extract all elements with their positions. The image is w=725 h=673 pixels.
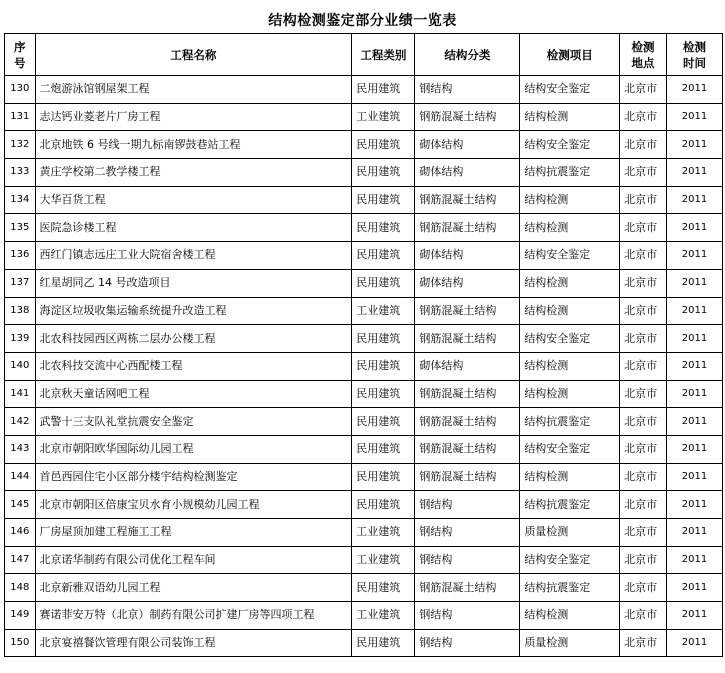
cell-year: 2011 <box>666 76 722 104</box>
cell-location: 北京市 <box>620 352 667 380</box>
cell-item: 结构安全鉴定 <box>520 76 620 104</box>
cell-type: 工业建筑 <box>352 103 415 131</box>
cell-location: 北京市 <box>620 76 667 104</box>
cell-year: 2011 <box>666 131 722 159</box>
cell-structure: 砌体结构 <box>415 352 520 380</box>
cell-name: 二炮游泳馆钢屋架工程 <box>35 76 352 104</box>
header-name: 工程名称 <box>35 34 352 76</box>
cell-name: 武警十三支队礼堂抗震安全鉴定 <box>35 408 352 436</box>
cell-item: 结构检测 <box>520 186 620 214</box>
cell-year: 2011 <box>666 297 722 325</box>
table-row <box>5 380 723 408</box>
cell-location: 北京市 <box>620 131 667 159</box>
header-structure: 结构分类 <box>415 34 520 76</box>
cell-type: 民用建筑 <box>352 574 415 602</box>
cell-structure: 钢筋混凝土结构 <box>415 574 520 602</box>
cell-no: 132 <box>5 131 36 159</box>
cell-name: 医院急诊楼工程 <box>35 214 352 242</box>
cell-item: 结构安全鉴定 <box>520 131 620 159</box>
cell-year: 2011 <box>666 380 722 408</box>
table-row <box>5 103 723 131</box>
header-item: 检测项目 <box>520 34 620 76</box>
cell-item: 结构抗震鉴定 <box>520 159 620 187</box>
cell-item: 结构检测 <box>520 269 620 297</box>
cell-item: 结构检测 <box>520 103 620 131</box>
cell-year: 2011 <box>666 352 722 380</box>
cell-name: 北农科技园西区两栋二层办公楼工程 <box>35 325 352 353</box>
cell-item: 结构检测 <box>520 463 620 491</box>
cell-name: 北农科技交流中心西配楼工程 <box>35 352 352 380</box>
cell-year: 2011 <box>666 214 722 242</box>
cell-structure: 钢结构 <box>415 546 520 574</box>
table-body <box>5 76 723 657</box>
table-row <box>5 352 723 380</box>
table-row <box>5 242 723 270</box>
cell-type: 民用建筑 <box>352 435 415 463</box>
cell-structure: 钢筋混凝土结构 <box>415 214 520 242</box>
cell-location: 北京市 <box>620 574 667 602</box>
cell-location: 北京市 <box>620 629 667 657</box>
cell-structure: 钢结构 <box>415 602 520 630</box>
performance-table <box>4 33 723 657</box>
cell-location: 北京市 <box>620 602 667 630</box>
cell-structure: 砌体结构 <box>415 242 520 270</box>
cell-type: 民用建筑 <box>352 491 415 519</box>
table-row <box>5 325 723 353</box>
table-row <box>5 463 723 491</box>
cell-year: 2011 <box>666 269 722 297</box>
cell-structure: 砌体结构 <box>415 159 520 187</box>
table-row <box>5 159 723 187</box>
cell-location: 北京市 <box>620 491 667 519</box>
cell-location: 北京市 <box>620 463 667 491</box>
cell-type: 民用建筑 <box>352 463 415 491</box>
cell-structure: 钢筋混凝土结构 <box>415 408 520 436</box>
cell-item: 结构检测 <box>520 602 620 630</box>
cell-year: 2011 <box>666 186 722 214</box>
cell-year: 2011 <box>666 546 722 574</box>
page-title: 结构检测鉴定部分业绩一览表 <box>268 13 457 29</box>
cell-no: 140 <box>5 352 36 380</box>
cell-structure: 砌体结构 <box>415 131 520 159</box>
cell-year: 2011 <box>666 519 722 547</box>
cell-location: 北京市 <box>620 408 667 436</box>
cell-location: 北京市 <box>620 242 667 270</box>
cell-no: 146 <box>5 519 36 547</box>
cell-item: 结构抗震鉴定 <box>520 408 620 436</box>
cell-structure: 钢筋混凝土结构 <box>415 186 520 214</box>
cell-item: 结构安全鉴定 <box>520 546 620 574</box>
cell-year: 2011 <box>666 602 722 630</box>
cell-location: 北京市 <box>620 519 667 547</box>
cell-location: 北京市 <box>620 103 667 131</box>
cell-no: 147 <box>5 546 36 574</box>
cell-name: 北京市朝阳区倍康宝贝水育小规模幼儿园工程 <box>35 491 352 519</box>
cell-no: 139 <box>5 325 36 353</box>
cell-name: 北京市朝阳欧华国际幼儿园工程 <box>35 435 352 463</box>
cell-structure: 钢结构 <box>415 491 520 519</box>
cell-year: 2011 <box>666 408 722 436</box>
cell-structure: 钢筋混凝土结构 <box>415 435 520 463</box>
cell-name: 北京宴禧餐饮管理有限公司装饰工程 <box>35 629 352 657</box>
cell-year: 2011 <box>666 574 722 602</box>
cell-structure: 钢筋混凝土结构 <box>415 463 520 491</box>
cell-location: 北京市 <box>620 546 667 574</box>
cell-no: 137 <box>5 269 36 297</box>
table-row <box>5 602 723 630</box>
table-row <box>5 214 723 242</box>
cell-item: 结构检测 <box>520 380 620 408</box>
cell-year: 2011 <box>666 463 722 491</box>
cell-structure: 钢结构 <box>415 629 520 657</box>
cell-type: 工业建筑 <box>352 546 415 574</box>
cell-name: 北京诺华制药有限公司优化工程车间 <box>35 546 352 574</box>
cell-location: 北京市 <box>620 214 667 242</box>
cell-no: 148 <box>5 574 36 602</box>
header-location: 检测地点 <box>620 34 667 76</box>
table-row <box>5 491 723 519</box>
cell-type: 工业建筑 <box>352 602 415 630</box>
cell-name: 首邑西园住宅小区部分楼宇结构检测鉴定 <box>35 463 352 491</box>
cell-year: 2011 <box>666 242 722 270</box>
cell-item: 结构安全鉴定 <box>520 325 620 353</box>
header-time: 检测时间 <box>666 34 722 76</box>
cell-type: 民用建筑 <box>352 629 415 657</box>
cell-location: 北京市 <box>620 159 667 187</box>
cell-no: 131 <box>5 103 36 131</box>
cell-name: 志达钙业菱老片厂房工程 <box>35 103 352 131</box>
cell-name: 厂房屋顶加建工程施工工程 <box>35 519 352 547</box>
cell-year: 2011 <box>666 103 722 131</box>
cell-no: 150 <box>5 629 36 657</box>
cell-type: 民用建筑 <box>352 76 415 104</box>
cell-structure: 钢结构 <box>415 519 520 547</box>
cell-location: 北京市 <box>620 380 667 408</box>
header-no: 序号 <box>5 34 36 76</box>
cell-name: 红星胡同乙 14 号改造项目 <box>35 269 352 297</box>
table-row <box>5 519 723 547</box>
table-row <box>5 131 723 159</box>
cell-type: 民用建筑 <box>352 159 415 187</box>
cell-no: 136 <box>5 242 36 270</box>
cell-no: 138 <box>5 297 36 325</box>
cell-no: 133 <box>5 159 36 187</box>
table-row <box>5 408 723 436</box>
cell-year: 2011 <box>666 325 722 353</box>
cell-no: 144 <box>5 463 36 491</box>
cell-no: 134 <box>5 186 36 214</box>
cell-item: 结构抗震鉴定 <box>520 574 620 602</box>
cell-structure: 钢筋混凝土结构 <box>415 103 520 131</box>
cell-no: 135 <box>5 214 36 242</box>
cell-location: 北京市 <box>620 435 667 463</box>
cell-item: 结构安全鉴定 <box>520 242 620 270</box>
cell-type: 民用建筑 <box>352 325 415 353</box>
table-row <box>5 186 723 214</box>
cell-name: 赛诺菲安万特（北京）制药有限公司扩建厂房等四项工程 <box>35 602 352 630</box>
cell-item: 结构检测 <box>520 297 620 325</box>
cell-item: 结构检测 <box>520 214 620 242</box>
cell-structure: 钢筋混凝土结构 <box>415 297 520 325</box>
cell-year: 2011 <box>666 159 722 187</box>
cell-name: 大华百货工程 <box>35 186 352 214</box>
cell-name: 北京秋天童话网吧工程 <box>35 380 352 408</box>
cell-structure: 钢筋混凝土结构 <box>415 380 520 408</box>
cell-name: 黄庄学校第二教学楼工程 <box>35 159 352 187</box>
table-row <box>5 297 723 325</box>
cell-structure: 钢筋混凝土结构 <box>415 325 520 353</box>
table-row <box>5 269 723 297</box>
cell-type: 工业建筑 <box>352 519 415 547</box>
cell-name: 海淀区垃圾收集运输系统提升改造工程 <box>35 297 352 325</box>
cell-no: 142 <box>5 408 36 436</box>
cell-item: 结构安全鉴定 <box>520 435 620 463</box>
cell-year: 2011 <box>666 629 722 657</box>
cell-type: 民用建筑 <box>352 186 415 214</box>
cell-type: 民用建筑 <box>352 380 415 408</box>
cell-name: 北京地铁 6 号线一期九标南锣鼓巷站工程 <box>35 131 352 159</box>
cell-location: 北京市 <box>620 269 667 297</box>
cell-location: 北京市 <box>620 186 667 214</box>
cell-no: 149 <box>5 602 36 630</box>
cell-structure: 砌体结构 <box>415 269 520 297</box>
cell-type: 工业建筑 <box>352 297 415 325</box>
cell-no: 141 <box>5 380 36 408</box>
cell-no: 143 <box>5 435 36 463</box>
table-row <box>5 76 723 104</box>
cell-name: 北京新雅双语幼儿园工程 <box>35 574 352 602</box>
cell-type: 民用建筑 <box>352 352 415 380</box>
cell-item: 质量检测 <box>520 519 620 547</box>
cell-name: 西红门镇志远庄工业大院宿舍楼工程 <box>35 242 352 270</box>
table-header-row <box>5 34 723 76</box>
table-row <box>5 435 723 463</box>
table-row <box>5 546 723 574</box>
cell-type: 民用建筑 <box>352 131 415 159</box>
cell-item: 质量检测 <box>520 629 620 657</box>
cell-no: 130 <box>5 76 36 104</box>
cell-location: 北京市 <box>620 325 667 353</box>
cell-type: 民用建筑 <box>352 242 415 270</box>
cell-item: 结构抗震鉴定 <box>520 491 620 519</box>
cell-type: 民用建筑 <box>352 408 415 436</box>
table-row <box>5 574 723 602</box>
cell-year: 2011 <box>666 491 722 519</box>
table-row <box>5 629 723 657</box>
cell-type: 民用建筑 <box>352 269 415 297</box>
cell-no: 145 <box>5 491 36 519</box>
cell-type: 民用建筑 <box>352 214 415 242</box>
cell-structure: 钢结构 <box>415 76 520 104</box>
cell-year: 2011 <box>666 435 722 463</box>
header-type: 工程类别 <box>352 34 415 76</box>
cell-item: 结构检测 <box>520 352 620 380</box>
cell-location: 北京市 <box>620 297 667 325</box>
